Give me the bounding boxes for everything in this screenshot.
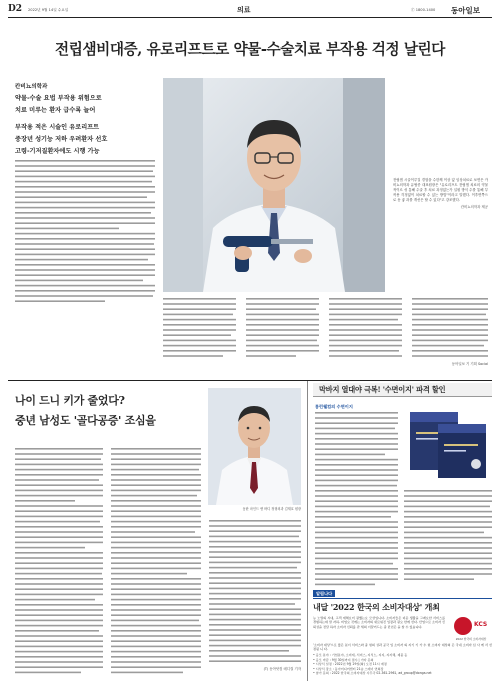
section-divider	[8, 380, 492, 381]
notice-item: • 참가 문의 : 2022 한국의 소비자대상 사무국 02-361-2961, ad_group@donga.net	[313, 671, 432, 676]
page-header	[8, 4, 492, 16]
article1-headline: 전립샘비대증, 유로리프트로 약물-수술치료 부작용 걱정 날린다	[55, 41, 445, 58]
article3-headline: 막바지 열대야 극복! '수면이지' 파격 할인	[319, 385, 446, 394]
article2-closing: (T) 동아닷컴 메디컬 기자	[263, 667, 301, 671]
article1-body-bottom	[163, 298, 488, 378]
article1-subheads	[15, 93, 155, 158]
photo-caption-text: 전립샘 시술이루질 경험을 수한께 이상 없 임상치료로 보면은 카비뇨의학과 유협종 대표원장은 "유로리프트 전립샘 치료의 약물적이르 성 통해 수술 후 치료 과정없는가 일원 방식 수를 통해 부작용 걱정없이 치료할 수 있는 방법"이라고 말했다. 이후면쪽으로 동 좋 과를 개선은 할 수 있다"고 강조했다.	[393, 178, 488, 202]
notice-logo	[450, 616, 492, 644]
photo-caption	[393, 178, 488, 210]
subhead: 부작용 적은 시술인 유로리프트	[15, 124, 100, 131]
section-label: 의료	[237, 6, 251, 14]
article1-body-left	[15, 160, 155, 305]
article2-headline-2: 중년 남성도 '골다공증' 조심을	[15, 414, 156, 427]
notice-item: • 응모 분야 : 기업분야, 소비재, 서비스, 지식노, 지지, 지자체, 제품 등	[313, 653, 408, 657]
phone-number: Ⓣ 1800-1400	[411, 8, 436, 12]
notice-item: • 응모 마감 : 9월 30일까지 접수 | 기타 문의	[313, 657, 374, 662]
newspaper-logo: 동아일보	[451, 6, 480, 15]
kcs-logo-icon	[454, 617, 472, 635]
notice-headline: 내달 '2022 한국의 소비자대상' 개최	[313, 602, 440, 612]
photo-credit: 칸비뇨의학과 제공	[460, 205, 488, 209]
article3-body-left	[315, 412, 398, 590]
subhead: 치료 미루는 환자 급수록 늘어	[15, 107, 96, 114]
article3-box	[313, 383, 492, 397]
notice-items	[313, 653, 492, 676]
notice-item: • 시상식 일정 : 2022년 9월 29일(화) 오전 11시 예정	[313, 662, 387, 667]
subhead: 중장년 성기능 저하 우려환자 선호	[15, 136, 108, 143]
article2-headline-1: 나이 드니 키가 줄었다?	[15, 394, 125, 407]
article1-credit-line: 동아일보 기 기획 Social	[451, 362, 488, 366]
notice-rule	[313, 598, 492, 599]
page-number: D2	[8, 4, 23, 14]
notice-intro-2: '소비자 대상'으로 많은 분이 서비스와 중 현의 성과 공국 입 소비자 의 지기 기 가 수 현 소비자 대상의 은 국내 소비자 심 사 에 서 선정됩 니 다.	[313, 643, 492, 652]
article1-byline: 칸비뇨의학과	[15, 84, 48, 90]
subhead: 고령-기저질환자에도 시행 가능	[15, 148, 100, 155]
article1-doctor-photo	[163, 78, 385, 292]
issue-date: 2022년 9월 14일 수요일	[28, 8, 69, 12]
article3-source: 롱런웰컴의 수면이지	[315, 404, 353, 409]
kcs-logo-text: KCS	[474, 621, 488, 628]
kcs-logo-caption: 2022 한국의 소비자대상	[455, 637, 487, 641]
notice-intro: 뉴 노멀의 시대, 고객 재해요미 필했는요 모상입니다. 소비자들은 더운 생활을 그래요한 서비스를 경험하는데 말 자하. 비업요 것에는 소비자의 새로워진 입장과 필요 한에 선다. 산업으로 소비자 신뢰성을 전달 하자 소비자 신뢰를 관 세의 이끌어드는 중 단년은 을 참 수 있습니다.	[313, 616, 445, 629]
column-divider	[307, 381, 308, 681]
notice-tag: 알림나다	[313, 590, 335, 597]
article2-doctor-caption: 동탄 마인드 앤 바디 정형외과 김재호 원장	[242, 507, 301, 511]
header-rule	[8, 17, 492, 18]
article2-body	[15, 448, 301, 678]
article3-body-right	[404, 490, 492, 590]
subhead: 약물-수술 요법 부작용 위험으로	[15, 95, 102, 102]
product-image	[404, 402, 492, 484]
notice-item: • 시상식 장소 : 동아미디어센터 21층 스테이 연회장	[313, 666, 384, 671]
